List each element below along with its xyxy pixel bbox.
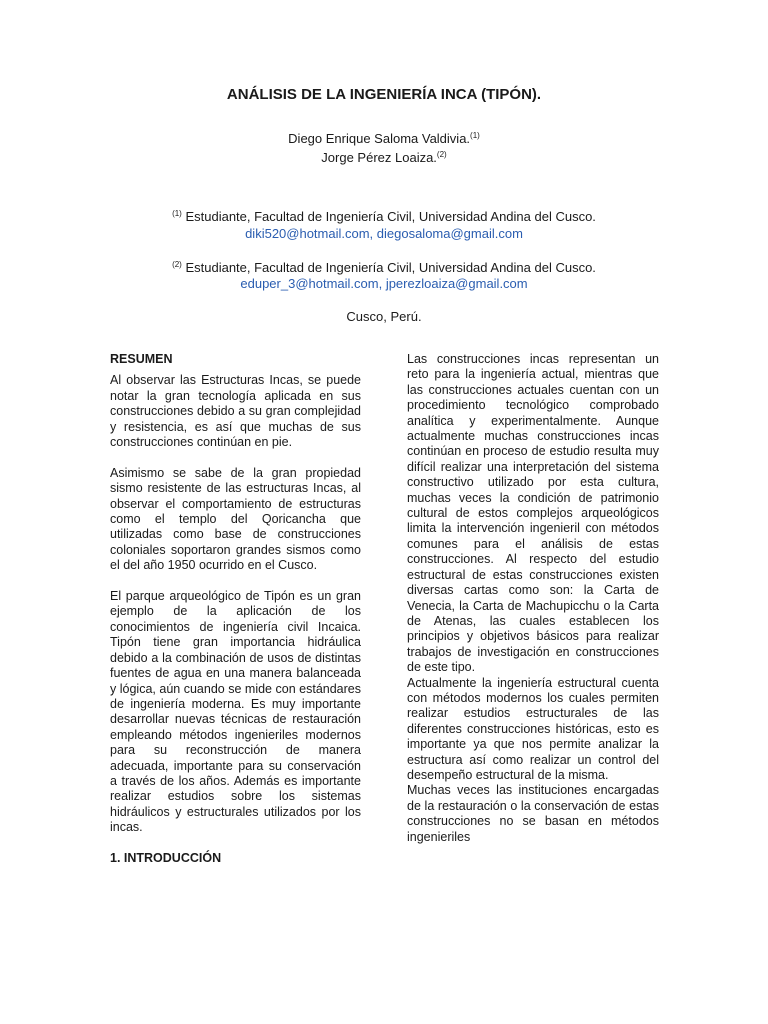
abstract-paragraph: El parque arqueológico de Tipón es un gran ejemplo de la aplicación de los conocimientos de ingeniería civil Incaica. Tipón tiene gran importancia hidráulica debido a la combinación de usos de distintas fuentes de agua en una manera balanceada y lógica, aún cuando se mide con estándares de ingeniería moderna. Es muy importante desarrollar nuevas técnicas de restauración empleando métodos ingenieriles modernos para su reconstrucción de manera adecuada, importante para su conservación a través de los años. Además es importante realizar estudios sobre los sistemas hidráulicos y estructurales utilizados por los incas. — [110, 589, 361, 835]
affiliation-mark: (1) — [172, 209, 182, 218]
right-column — [407, 352, 659, 845]
abstract-heading: RESUMEN — [110, 352, 173, 366]
author-1 — [0, 131, 768, 146]
affiliation-mark: (2) — [172, 260, 182, 269]
introduction-heading: 1. INTRODUCCIÓN — [110, 850, 222, 865]
author-name: Jorge Pérez Loaiza. — [321, 150, 437, 165]
affiliation-1 — [0, 209, 768, 224]
affiliation-1-emails[interactable]: diki520@hotmail.com, diegosaloma@gmail.com — [245, 226, 523, 241]
affiliation-2-emails[interactable]: eduper_3@hotmail.com, jperezloaiza@gmail.com — [240, 276, 528, 291]
paper-title: ANÁLISIS DE LA INGENIERÍA INCA (TIPÓN). — [226, 86, 542, 103]
affiliation-text: Estudiante, Facultad de Ingeniería Civil, Universidad Andina del Cusco. — [181, 260, 596, 275]
affiliation-2 — [0, 260, 768, 275]
author-mark: (2) — [436, 150, 447, 159]
affiliation-text: Estudiante, Facultad de Ingeniería Civil, Universidad Andina del Cusco. — [181, 209, 596, 224]
location: Cusco, Perú. — [346, 309, 422, 324]
author-mark: (1) — [470, 131, 480, 140]
abstract-paragraph: Al observar las Estructuras Incas, se puede notar la gran tecnología aplicada en sus construcciones debido a su gran complejidad y resistencia, es así que muchas de sus construcciones continúan en pie. — [110, 373, 361, 450]
body-paragraph: Las construcciones incas representan un reto para la ingeniería actual, mientras que las construcciones actuales cuentan con un procedimiento tecnológico comprobado analítica y experimentalmente. Aunque actualmente muchas construcciones incas continúan en proceso de estudio resulta muy difícil realizar una interpretación del sistema constructivo utilizado por esta cultura, muchas veces la condición de patrimonio cultural de estos complejos arqueológicos limita la intervención ingenieril con métodos comunes para el análisis de estas construcciones. Al respecto del estudio estructural de estas construcciones existen diversas cartas como son: la Carta de Venecia, la Carta de Machupicchu o la Carta de Atenas, las cuales establecen los principios y objetivos básicos para realizar trabajos de investigación en construcciones de este tipo. — [407, 352, 659, 675]
body-paragraph: Actualmente la ingeniería estructural cuenta con métodos modernos los cuales permiten realizar estudios estructurales de las diferentes construcciones históricas, esto es importante ya que nos permite analizar la estructura así como realizar un control del desempeño estructural de la misma. — [407, 675, 659, 782]
left-column — [110, 352, 361, 866]
author-2 — [0, 150, 768, 165]
author-name: Diego Enrique Saloma Valdivia. — [288, 131, 471, 146]
body-paragraph: Muchas veces las instituciones encargadas de la restauración o la conservación de estas construcciones no se basan en métodos ingenieriles — [407, 783, 659, 844]
abstract-paragraph: Asimismo se sabe de la gran propiedad sismo resistente de las estructuras Incas, al observar el comportamiento de estructuras como el templo del Qoricancha que utilizadas como base de construcciones coloniales soportaron grandes sismos como el del año 1950 ocurrido en el Cusco. — [110, 465, 361, 573]
